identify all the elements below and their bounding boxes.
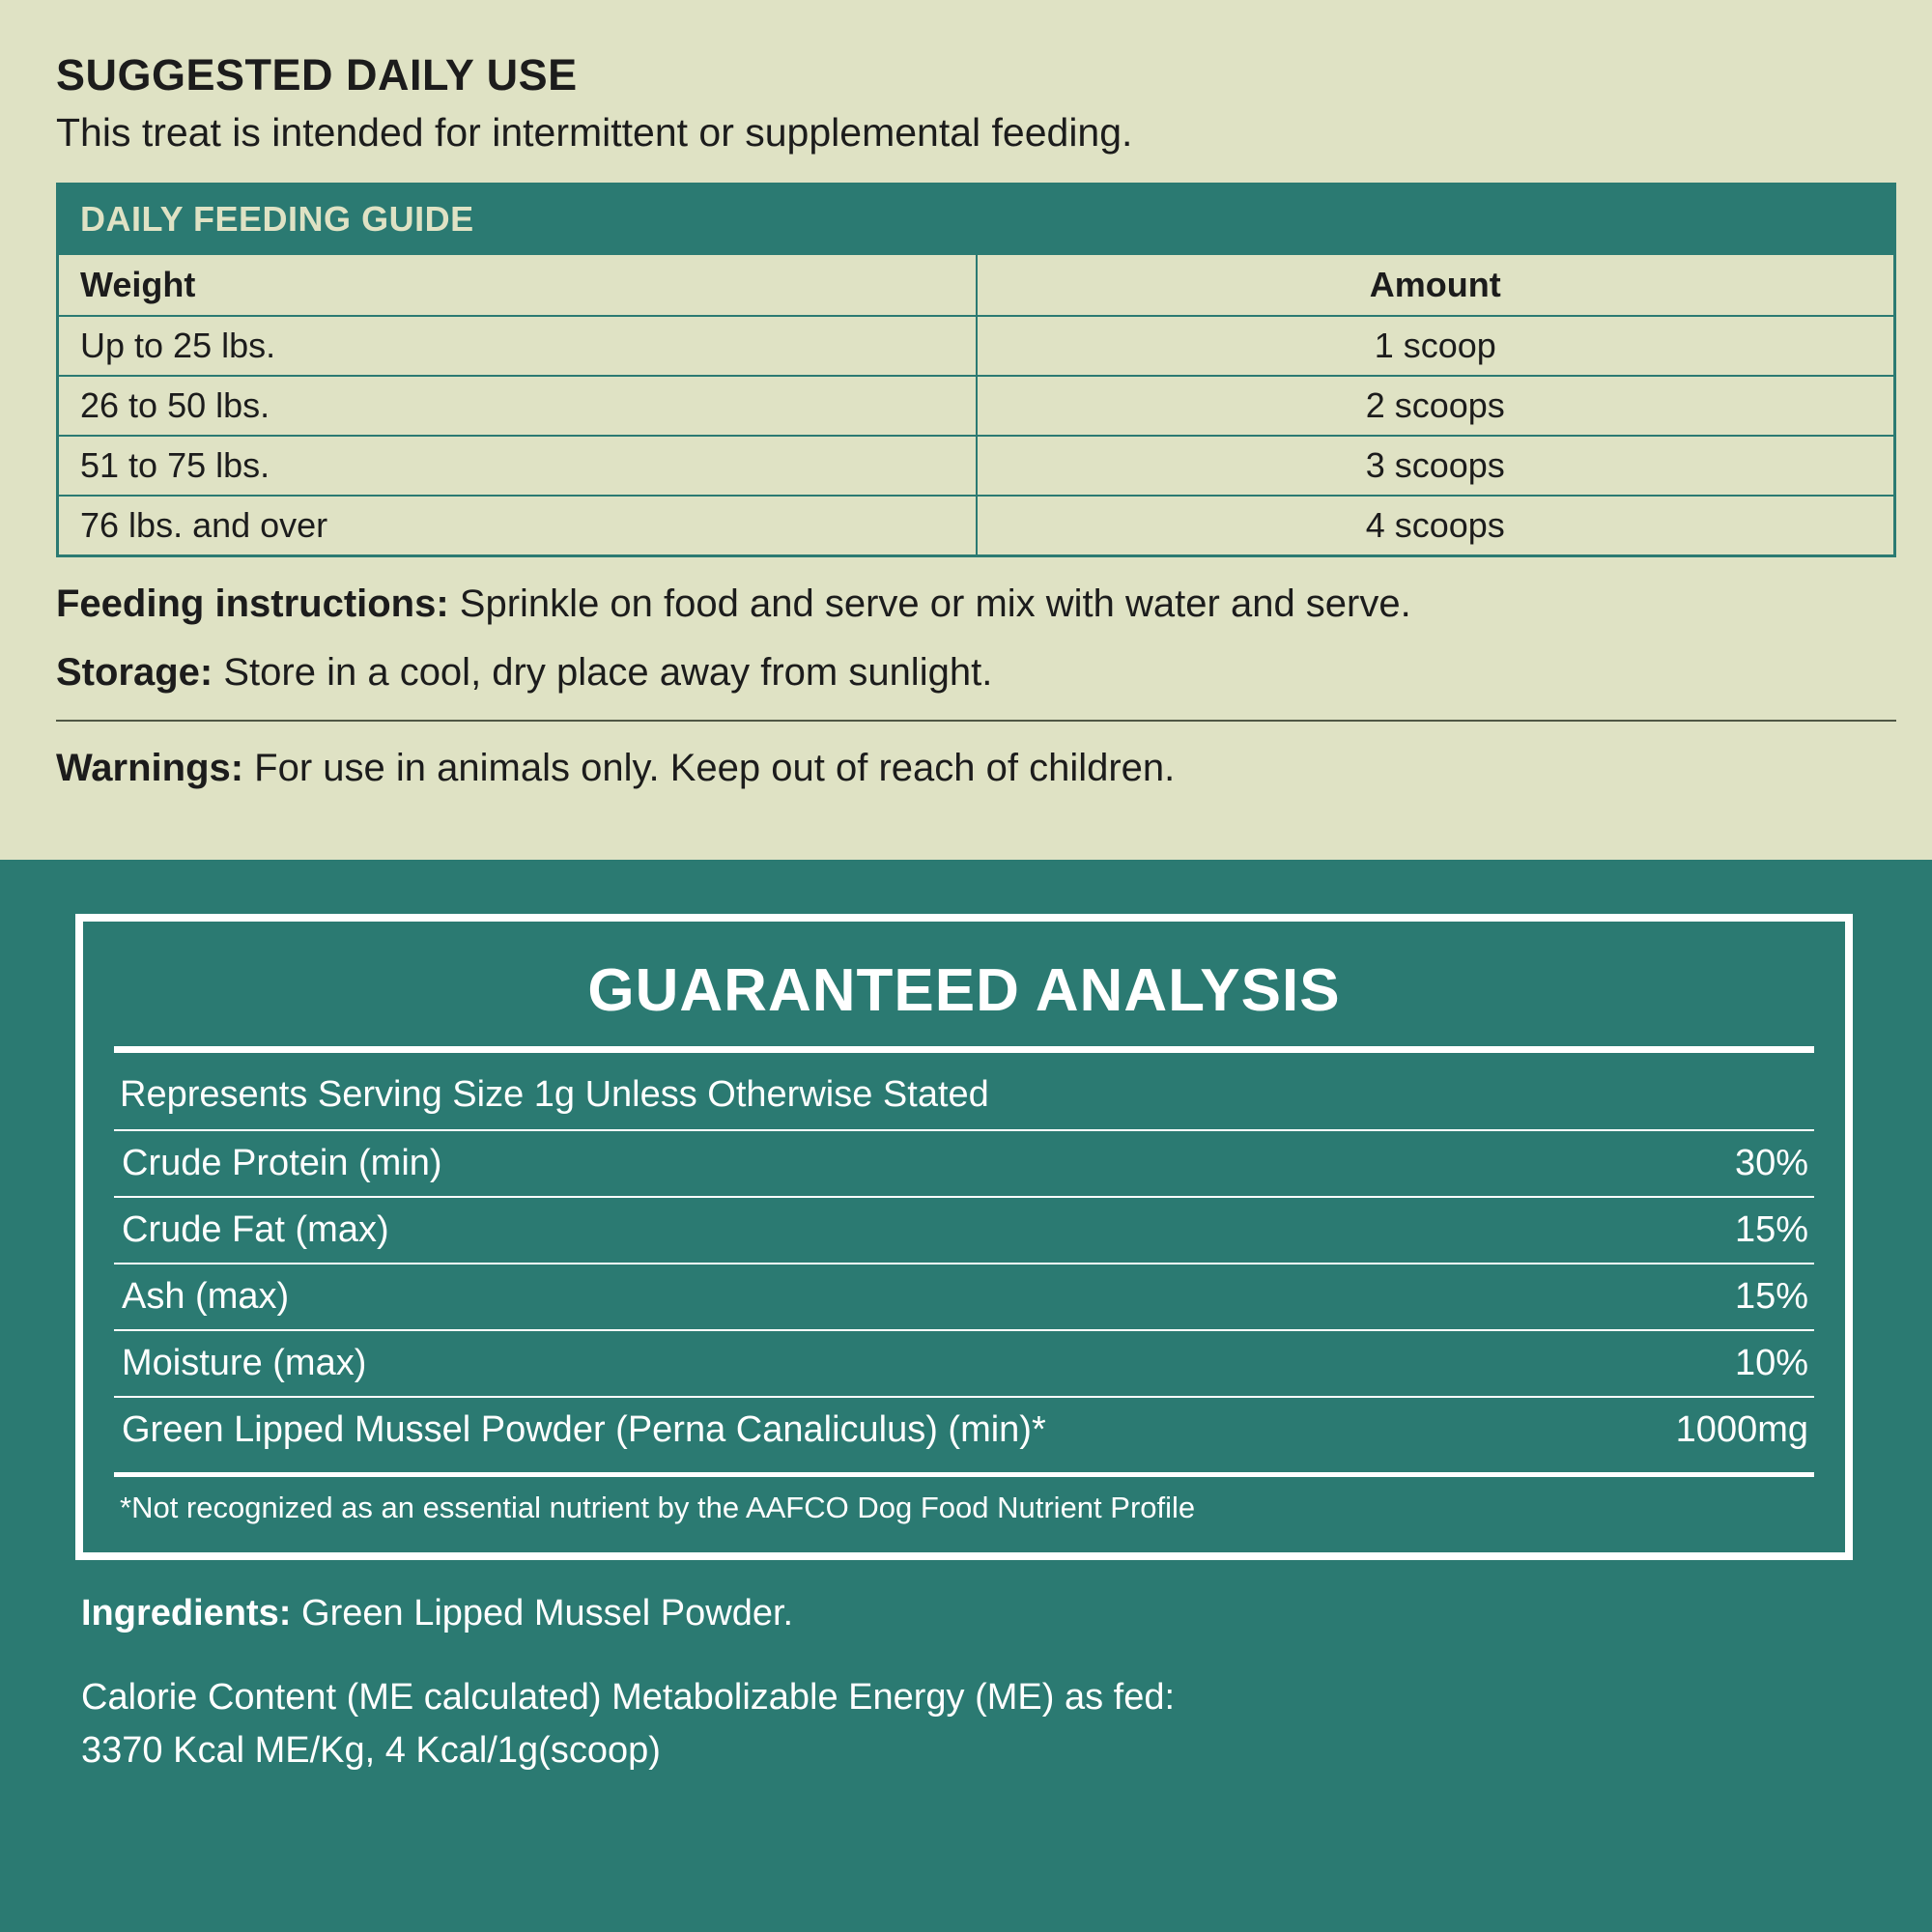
cell-weight: 51 to 75 lbs. [58,436,977,496]
divider [56,720,1896,722]
title-rule [114,1046,1814,1053]
warnings [56,747,1876,790]
analysis-value: 30% [1734,1143,1808,1183]
feeding-instructions-label: Feeding instructions: [56,582,449,625]
warnings-label: Warnings: [56,747,244,789]
calorie-line-1: Calorie Content (ME calculated) Metabolizable Energy (ME) as fed: [81,1677,1176,1718]
aafco-footnote: *Not recognized as an essential nutrient by the AAFCO Dog Food Nutrient Profile [120,1491,1196,1524]
suggested-daily-use-section [0,0,1932,860]
analysis-value: 15% [1734,1209,1808,1250]
serving-size-note: Represents Serving Size 1g Unless Otherwise Stated [120,1074,989,1115]
analysis-row [114,1329,1814,1396]
table-band-row [58,185,1895,255]
analysis-label: Moisture (max) [122,1343,367,1383]
calorie-line-2: 3370 Kcal ME/Kg, 4 Kcal/1g(scoop) [81,1730,661,1772]
daily-feeding-guide-title: DAILY FEEDING GUIDE [58,185,1895,255]
analysis-value: 15% [1734,1276,1808,1317]
analysis-row [114,1196,1814,1263]
intended-use-text: This treat is intended for intermittent or supplemental feeding. [56,110,1133,155]
analysis-label: Green Lipped Mussel Powder (Perna Canaliculus) (min)* [122,1409,1046,1450]
column-header-weight: Weight [58,254,977,316]
calorie-content [75,1671,1857,1777]
footnote-rule [114,1472,1814,1477]
table-row [58,496,1895,556]
analysis-row [114,1396,1814,1463]
analysis-value: 1000mg [1675,1409,1808,1450]
storage-label: Storage: [56,651,213,694]
cell-amount: 2 scoops [977,376,1895,436]
cell-amount: 3 scoops [977,436,1895,496]
analysis-label: Crude Fat (max) [122,1209,389,1250]
storage [56,651,1876,695]
page-title: SUGGESTED DAILY USE [56,50,578,99]
cell-weight: 26 to 50 lbs. [58,376,977,436]
cell-amount: 1 scoop [977,316,1895,376]
cell-weight: 76 lbs. and over [58,496,977,556]
analysis-label: Ash (max) [122,1276,290,1317]
table-row [58,316,1895,376]
cell-amount: 4 scoops [977,496,1895,556]
table-row [58,376,1895,436]
analysis-row [114,1129,1814,1196]
daily-feeding-guide-table [56,183,1896,557]
cell-weight: Up to 25 lbs. [58,316,977,376]
guaranteed-analysis-section [0,860,1932,1932]
ingredients-label: Ingredients: [81,1593,292,1634]
ingredients-text: Green Lipped Mussel Powder. [291,1593,794,1634]
column-header-amount: Amount [977,254,1895,316]
guaranteed-analysis-title: GUARANTEED ANALYSIS [587,957,1341,1024]
guaranteed-analysis-box [75,914,1853,1560]
analysis-row [114,1263,1814,1329]
feeding-instructions-text: Sprinkle on food and serve or mix with water and serve. [448,582,1411,625]
feeding-instructions [56,582,1876,626]
warnings-text: For use in animals only. Keep out of reach of children. [243,747,1176,789]
storage-text: Store in a cool, dry place away from sunlight. [213,651,993,694]
analysis-label: Crude Protein (min) [122,1143,442,1183]
ingredients [75,1593,1857,1634]
analysis-value: 10% [1734,1343,1808,1383]
table-header-row [58,254,1895,316]
table-row [58,436,1895,496]
